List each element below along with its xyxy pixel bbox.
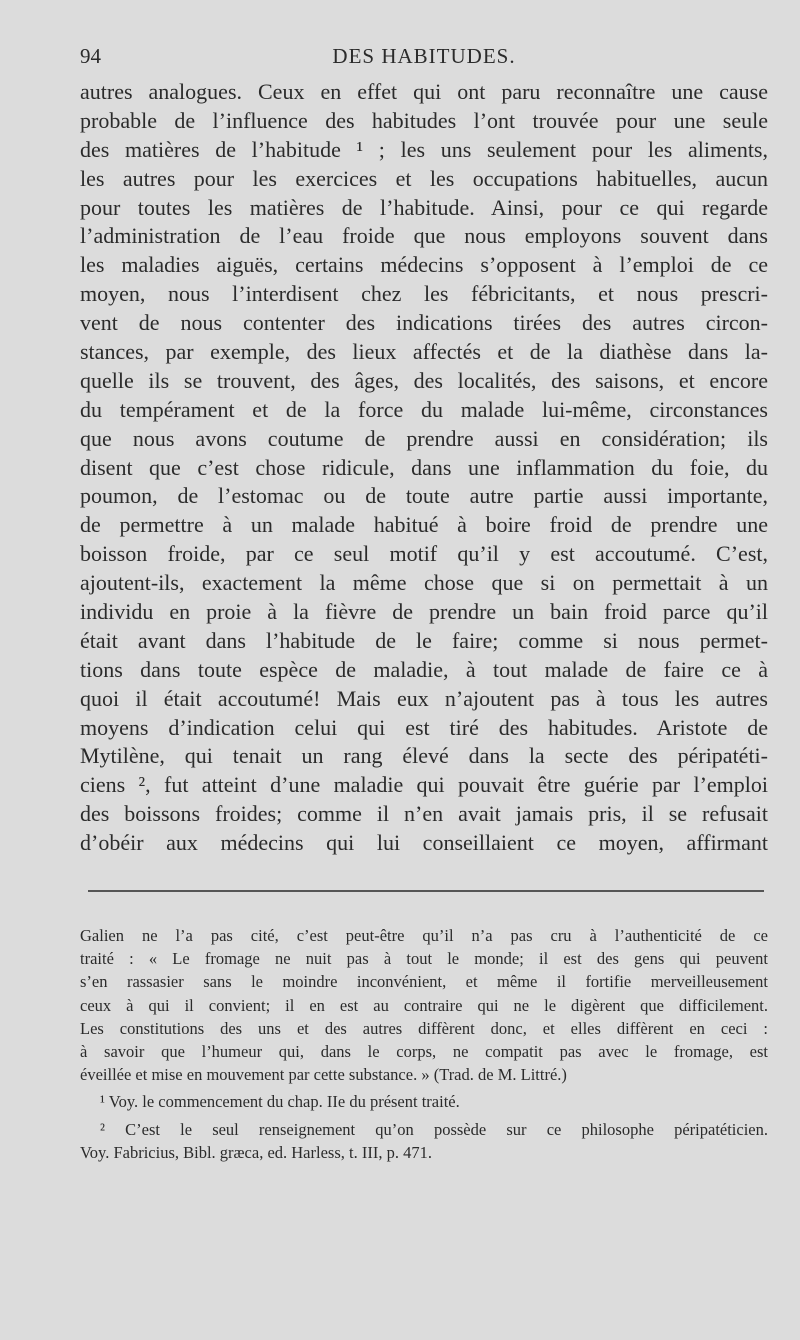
body-line: l’administration de l’eau froide que nous employons souvent dans bbox=[80, 223, 768, 249]
page-number: 94 bbox=[80, 44, 101, 68]
body-line: boisson froide, par ce seul motif qu’il y est accoutumé. C’est, bbox=[80, 541, 768, 567]
body-line: moyen, nous l’interdisent chez les fébricitants, et nous prescri- bbox=[80, 281, 768, 307]
footnote-line: Galien ne l’a pas cité, c’est peut-être qu’il n’a pas cru à l’authenticité de ce bbox=[80, 926, 768, 945]
body-line: des boissons froides; comme il n’en avait jamais pris, il se refusait bbox=[80, 801, 768, 827]
footnotes bbox=[80, 924, 768, 1164]
body-line: individu en proie à la fièvre de prendre un bain froid parce qu’il bbox=[80, 599, 768, 625]
note-text: C’est le seul renseignement qu’on possède sur ce philosophe péripatéticien. bbox=[125, 1119, 768, 1139]
body-line: quelle ils se trouvent, des âges, des localités, des saisons, et encore bbox=[80, 367, 768, 393]
footnote-rule bbox=[88, 890, 764, 892]
note-marker: ² bbox=[100, 1119, 105, 1139]
body-line: autres analogues. Ceux en effet qui ont paru reconnaître une cause bbox=[80, 79, 768, 104]
running-head: DES HABITUDES. bbox=[332, 44, 516, 68]
note-marker: ¹ bbox=[100, 1092, 105, 1112]
body-line: stances, par exemple, des lieux affectés et de la diathèse dans la- bbox=[80, 339, 768, 365]
body-line: de permettre à un malade habitué à boire froid de prendre une bbox=[80, 512, 768, 538]
body-text bbox=[80, 78, 768, 858]
body-line: quoi il était accoutumé! Mais eux n’ajoutent pas à tous les autres bbox=[80, 685, 768, 711]
body-line: ajoutent-ils, exactement la même chose que si on permettait à un bbox=[80, 570, 768, 596]
note-1 bbox=[80, 1090, 768, 1113]
footnote-line: ceux à qui il convient; il en est au contraire qui ne le digèrent que difficilement. bbox=[80, 995, 768, 1015]
footnote-line: à savoir que l’humeur qui, dans le corps, ne compatit pas avec le fromage, est bbox=[80, 1041, 768, 1061]
body-line: disent que c’est chose ridicule, dans une inflammation du foie, du bbox=[80, 454, 768, 480]
body-line: d’obéir aux médecins qui lui conseillaient ce moyen, affirmant bbox=[80, 830, 768, 856]
body-line: des matières de l’habitude ¹ ; les uns seulement pour les aliments, bbox=[80, 136, 768, 162]
body-line: que nous avons coutume de prendre aussi en considération; ils bbox=[80, 425, 768, 451]
note-text: Voy. le commencement du chap. IIe du présent traité. bbox=[108, 1092, 460, 1112]
body-line: était avant dans l’habitude de le faire; comme si nous permet- bbox=[80, 627, 768, 653]
body-line: Mytilène, qui tenait un rang élevé dans la secte des péripatéti- bbox=[80, 743, 768, 769]
page-header bbox=[80, 40, 768, 74]
footnote-line: traité : « Le fromage ne nuit pas à tout le monde; il est des gens qui peuvent bbox=[80, 949, 768, 969]
body-line: pour toutes les matières de l’habitude. Ainsi, pour ce qui regarde bbox=[80, 194, 768, 220]
body-line: les autres pour les exercices et les occupations habituelles, aucun bbox=[80, 165, 768, 191]
footnote-line: s’en rassasier sans le moindre inconvénient, et même il fortifie merveilleusement bbox=[80, 972, 768, 992]
body-line: probable de l’influence des habitudes l’ont trouvée pour une seule bbox=[80, 107, 768, 133]
note-continuation: Voy. Fabricius, Bibl. græca, ed. Harless, t. III, p. 471. bbox=[80, 1142, 432, 1162]
body-line: du tempérament et de la force du malade lui-même, circonstances bbox=[80, 396, 768, 422]
body-line: tions dans toute espèce de maladie, à tout malade de faire ce à bbox=[80, 656, 768, 682]
body-line: ciens ², fut atteint d’une maladie qui pouvait être guérie par l’emploi bbox=[80, 772, 768, 798]
body-line: poumon, de l’estomac ou de toute autre partie aussi importante, bbox=[80, 483, 768, 509]
body-line: les maladies aiguës, certains médecins s’opposent à l’emploi de ce bbox=[80, 252, 768, 278]
footnote-line: Les constitutions des uns et des autres diffèrent donc, et elles diffèrent en ceci : bbox=[80, 1018, 768, 1038]
body-line: vent de nous contenter des indications tirées des autres circon- bbox=[80, 310, 768, 336]
body-line: moyens d’indication celui qui est tiré des habitudes. Aristote de bbox=[80, 714, 768, 740]
note-2 bbox=[80, 1118, 768, 1164]
footnote-line: éveillée et mise en mouvement par cette substance. » (Trad. de M. Littré.) bbox=[80, 1065, 567, 1085]
